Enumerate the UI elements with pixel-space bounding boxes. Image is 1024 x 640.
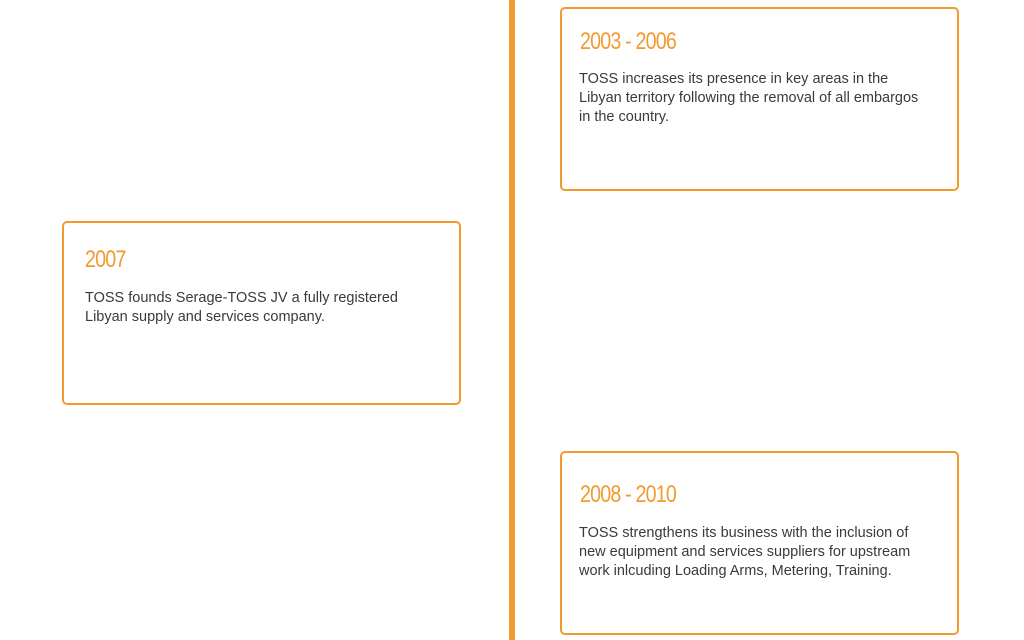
timeline-card-2008-2010: [560, 451, 959, 635]
card-description: TOSS increases its presence in key areas in the Libyan territory following the removal of all embargos in the country.: [579, 71, 919, 125]
timeline-card-2003-2006: [560, 7, 959, 191]
card-description: TOSS strengthens its business with the inclusion of new equipment and services suppliers for upstream work inlcuding Loading Arms, Metering, Training.: [579, 525, 911, 579]
timeline-line: [509, 0, 515, 640]
card-title: 2007: [85, 246, 126, 273]
timeline-card-2007: [62, 221, 461, 405]
card-title: 2008 - 2010: [580, 481, 677, 508]
card-description: TOSS founds Serage-TOSS JV a fully registered Libyan supply and services company.: [85, 290, 398, 325]
card-title: 2003 - 2006: [580, 28, 677, 55]
